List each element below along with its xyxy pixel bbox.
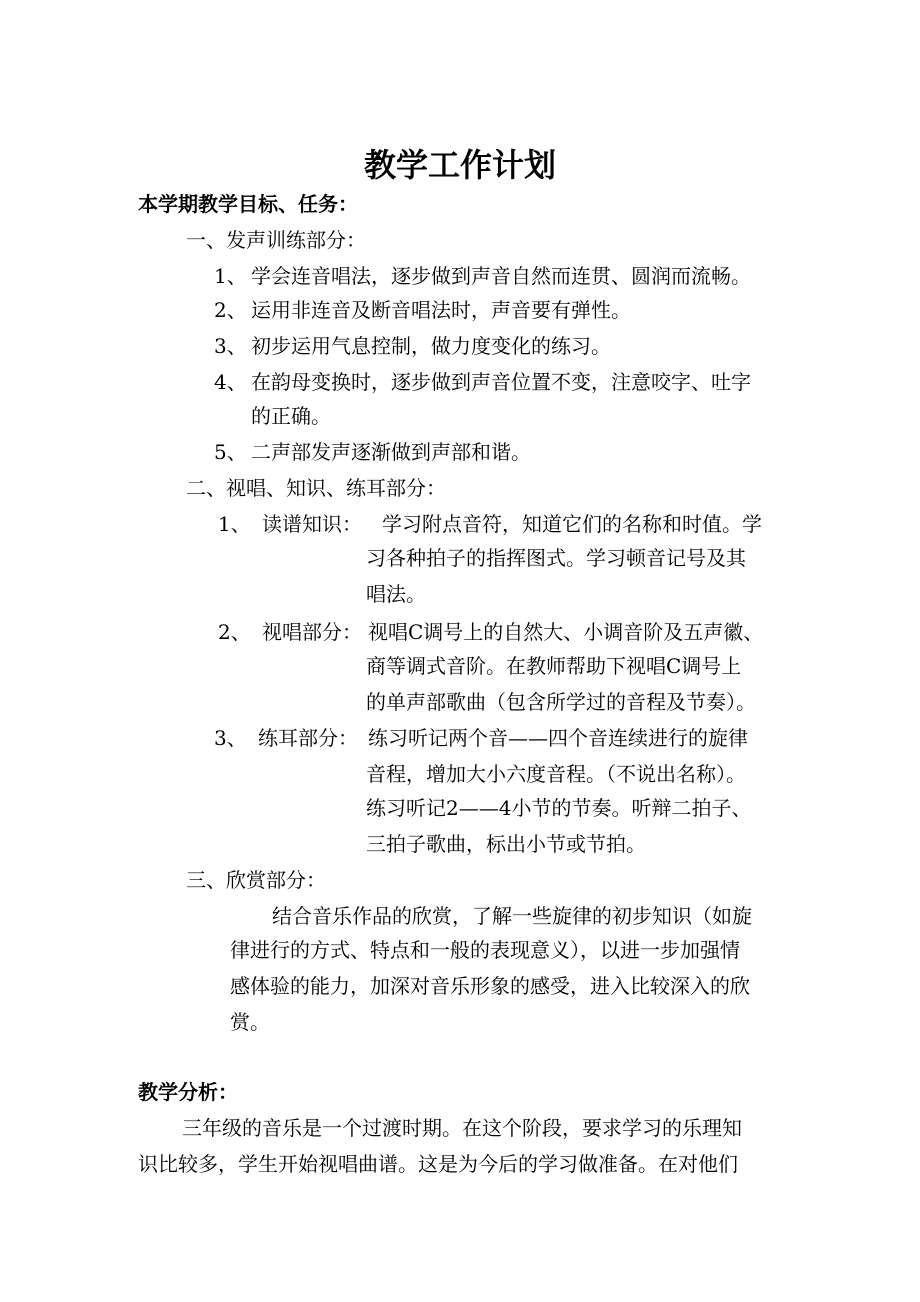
list-item-text: 练习听记2——4小节的节奏。听辩二拍子、 [366,796,752,820]
list-item-text: 学习附点音符，知道它们的名称和时值。学 [382,512,762,536]
list-item-text: 学会连音唱法，逐步做到声音自然而连贯、圆润而流畅。 [251,264,751,288]
list-item-text: 二声部发声逐渐做到声部和谐。 [251,440,531,464]
list-item-text: 三拍子歌曲，标出小节或节拍。 [366,832,646,856]
list-item-number: 2、 [214,298,247,322]
paragraph-line: 三年级的音乐是一个过渡时期。在这个阶段，要求学习的乐理知 [182,1116,742,1140]
list-item-text: 的正确。 [251,404,331,428]
list-item-text: 练习听记两个音——四个音连续进行的旋律 [368,726,748,750]
list-item-text: 唱法。 [366,582,426,606]
list-item-number: 3、 [214,334,247,358]
list-item-text: 商等调式音阶。在教师帮助下视唱C调号上 [366,654,742,678]
list-item-text: 在韵母变换时，逐步做到声音位置不变，注意咬字、吐字 [251,370,751,394]
list-item-text: 视唱C调号上的自然大、小调音阶及五声徽、 [368,620,764,644]
list-item-number: 4、 [214,370,247,394]
paragraph-line: 律进行的方式、特点和一般的表现意义），以进一步加强情 [230,938,740,962]
list-item-number: 1、 [214,264,247,288]
list-item-number: 3、 [214,726,247,750]
part-heading-vocal: 一、发声训练部分： [186,228,366,252]
list-item-label: 视唱部分： [262,620,362,644]
list-item-text: 初步运用气息控制，做力度变化的练习。 [251,334,611,358]
paragraph-line: 结合音乐作品的欣赏，了解一些旋律的初步知识（如旋 [272,904,752,928]
list-item-text: 习各种拍子的指挥图式。学习顿音记号及其 [366,546,746,570]
section-heading-goals: 本学期教学目标、任务： [138,192,358,216]
list-item-number: 1、 [218,512,251,536]
part-heading-appreciation: 三、欣赏部分： [186,868,326,892]
section-heading-analysis: 教学分析： [138,1080,238,1104]
list-item-label: 练耳部分： [258,726,358,750]
list-item-number: 2、 [218,620,251,644]
list-item-text: 运用非连音及断音唱法时，声音要有弹性。 [251,298,631,322]
list-item-number: 5、 [214,440,247,464]
paragraph-line: 赏。 [230,1010,270,1034]
part-heading-sight-singing: 二、视唱、知识、练耳部分： [186,476,446,500]
list-item-label: 读谱知识： [262,512,362,536]
list-item-text: 的单声部歌曲（包含所学过的音程及节奏）。 [366,690,756,714]
page-title: 教学工作计划 [363,146,556,184]
paragraph-line: 识比较多，学生开始视唱曲谱。这是为今后的学习做准备。在对他们 [138,1152,738,1176]
paragraph-line: 感体验的能力，加深对音乐形象的感受，进入比较深入的欣 [230,974,750,998]
list-item-text: 音程，增加大小六度音程。（不说出名称）。 [366,762,746,786]
